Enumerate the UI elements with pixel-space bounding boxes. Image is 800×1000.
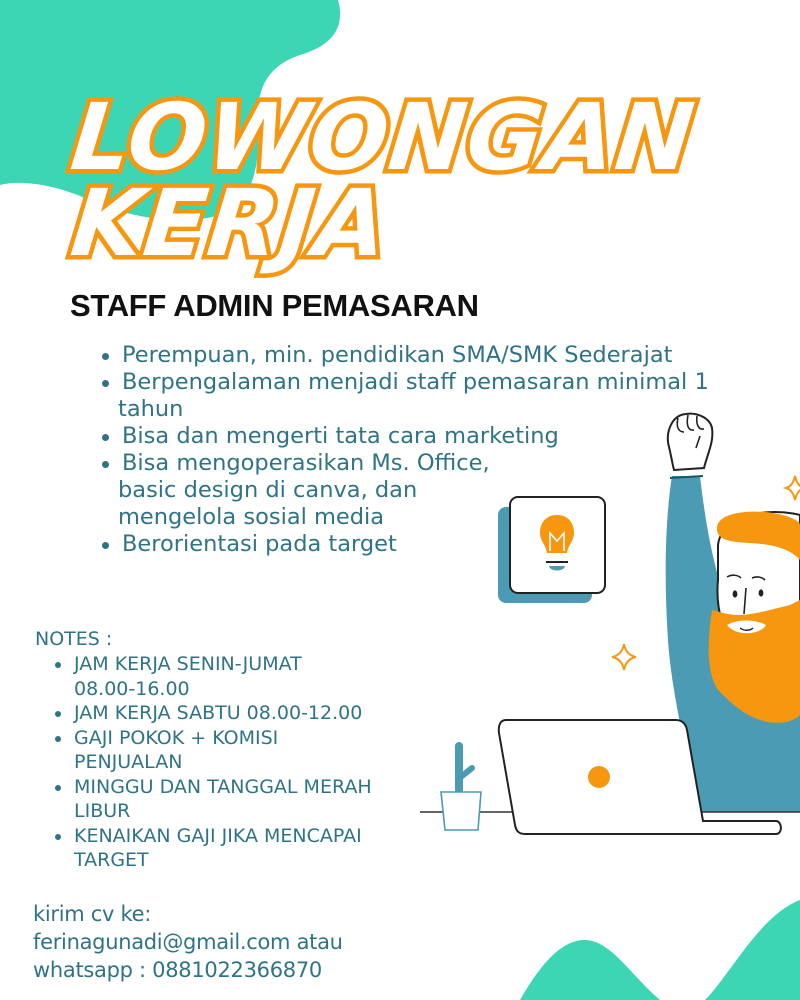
note-item: GAJI POKOK + KOMISI PENJUALAN (52, 726, 432, 775)
contact-label: kirim cv ke: (33, 902, 152, 926)
contact-whatsapp: whatsapp : 0881022366870 (33, 958, 322, 982)
teal-blob-bottom (520, 940, 660, 1000)
requirements-list (100, 342, 790, 558)
notes-title: NOTES : (35, 628, 113, 650)
job-title: STAFF ADMIN PEMASARAN (70, 288, 479, 323)
requirement-item: Berorientasi pada target (100, 531, 790, 558)
requirement-item: Perempuan, min. pendidikan SMA/SMK Sederajat (100, 342, 790, 369)
note-item: JAM KERJA SABTU 08.00-12.00 (52, 701, 432, 726)
notes-list (52, 652, 432, 873)
requirement-item: Bisa mengoperasikan Ms. Office, basic design di canva, dan mengelola sosial media (100, 450, 790, 531)
sparkle-icon (612, 644, 636, 670)
headline-lowongan: LOWONGAN (66, 84, 700, 191)
requirement-item: Berpengalaman menjadi staff pemasaran minimal 1 tahun (100, 369, 790, 423)
note-item: JAM KERJA SENIN-JUMAT 08.00-16.00 (52, 652, 432, 701)
note-item: KENAIKAN GAJI JIKA MENCAPAI TARGET (52, 824, 432, 873)
cactus-icon (441, 742, 481, 830)
contact-email: ferinagunadi@gmail.com atau (33, 930, 343, 954)
teal-blob-bottom-right (705, 900, 800, 1000)
headline-kerja: KERJA (66, 170, 394, 277)
note-item: MINGGU DAN TANGGAL MERAH LIBUR (52, 775, 432, 824)
requirement-item: Bisa dan mengerti tata cara marketing (100, 423, 790, 450)
